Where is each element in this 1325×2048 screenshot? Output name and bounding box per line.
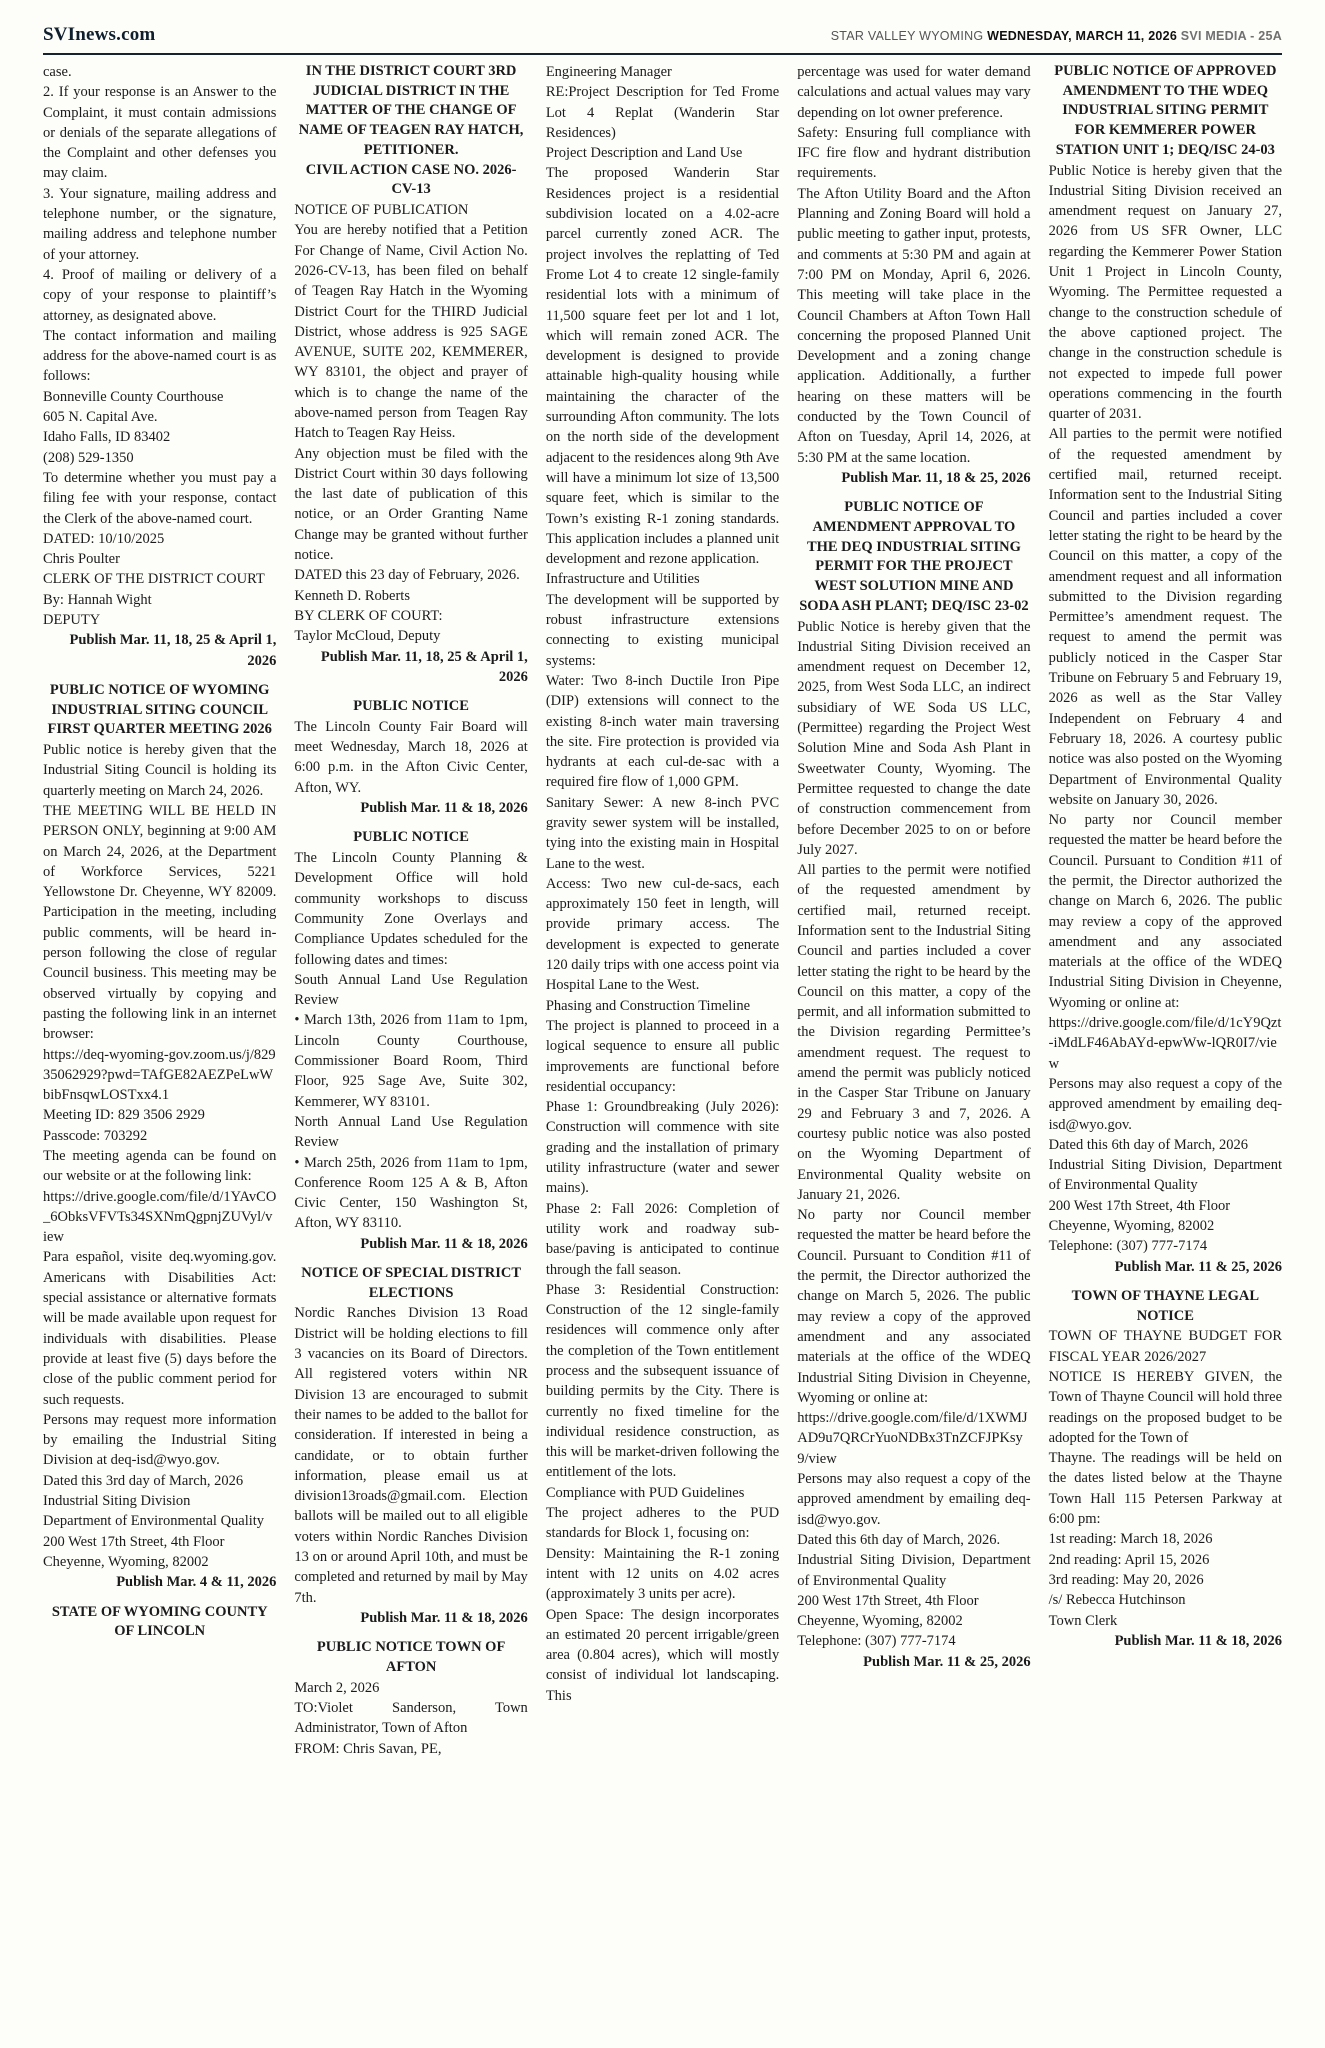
- column-2: [294, 62, 527, 2018]
- notice-paragraph: CLERK OF THE DISTRICT COURT: [43, 571, 265, 588]
- notice-paragraph: Safety: Ensuring full compliance with IFC fire flow and hydrant distribution requirements.: [797, 124, 1031, 182]
- notice-paragraph: North Annual Land Use Regulation Review: [294, 1113, 528, 1151]
- notice-paragraph: Compliance with PUD Guidelines: [545, 1484, 745, 1501]
- notice-paragraph: Open Space: The design incorporates an estimated 20 percent irrigable/green area (0.804 acres), which will mostly consist of individual lot landscaping. This: [545, 1606, 780, 1704]
- notice-paragraph: You are hereby notified that a Petition For Change of Name, Civil Action No. 2026-CV-13, has been filed on behalf of Teagen Ray Hatch in the Wyoming District Court for the THIRD Judicial District, whose address is 925 SAGE AVENUE, SUITE 202, KEMMERER, WY 83101, the object and prayer of which is to change the name of the above-named person from Teagen Ray Hatch to Teagen Ray Heiss.: [294, 222, 528, 442]
- notice-line: BY CLERK OF COURT:: [294, 607, 443, 624]
- notice-paragraph: All parties to the permit were notified of the requested amendment by certified mail, returned receipt. Information sent to the Industrial Siting Council and parties included a cover letter stating the right to be heard by the Council on this matter, a copy of the permit, and all information submitted to the Division regarding Permittee’s amendment request. The request to amend the permit was publicly noticed in the Casper Star Tribune on January 29 and February 3 and 7, 2026. A courtesy public notice was also posted on the Wyoming Department of Environmental Quality website on January 21, 2026.: [797, 862, 1031, 1203]
- notice-paragraph: The development will be supported by robust infrastructure extensions connecting to existing municipal systems:: [545, 591, 780, 669]
- notice-paragraph: South Annual Land Use Regulation Review: [294, 971, 528, 1009]
- notice-line: (208) 529-1350: [43, 449, 134, 466]
- publish-line: Publish Mar. 11, 18 & 25, 2026: [841, 469, 1031, 486]
- notice-line: 1st reading: March 18, 2026: [1048, 1531, 1213, 1548]
- notice-paragraph: All parties to the permit were notified of the requested amendment by certified mail, returned receipt. Information sent to the Industrial Siting Council and parties included a cover letter stating the right to be heard by the Council on this matter, a copy of the amendment request and all information submitted to the Division regarding Permittee’s amendment request. The request to amend the permit was publicly noticed in the Casper Star Tribune on February 5 and February 19, 2026 as well as the Star Valley Independent on February 4 and February 18, 2026. A courtesy public notice was also posted on the Wyoming Department of Environmental Quality website on January 30, 2026.: [1048, 426, 1282, 808]
- publish-line: Publish Mar. 11 & 25, 2026: [1114, 1258, 1282, 1275]
- site-name: SVInews.com: [43, 24, 156, 45]
- notice-paragraph: Phase 3: Residential Construction: Construction of the 12 single-family residences will commence only after the completion of the Town entitlement process and the subsequent issuance of building permits by the City. There is currently no fixed timeline for the individual residence construction, as this will be market-driven following the entitlement of the lots.: [545, 1281, 780, 1481]
- publish-line: Publish Mar. 11 & 25, 2026: [863, 1653, 1031, 1670]
- notice-paragraph: Phase 2: Fall 2026: Completion of utility work and roadway sub-base/paving is anticipated to continue through the fall season.: [545, 1200, 780, 1278]
- notice-line: 200 West 17th Street, 4th Floor: [797, 1592, 979, 1609]
- notice-heading: PUBLIC NOTICE OF WYOMING INDUSTRIAL SITING COUNCIL FIRST QUARTER MEETING 2026: [47, 681, 272, 738]
- column-4: [797, 62, 1030, 2018]
- notice-paragraph: TOWN OF THAYNE BUDGET FOR FISCAL YEAR 2026/2027: [1048, 1328, 1282, 1365]
- notice-line: Town Clerk: [1048, 1612, 1118, 1629]
- notice-line: Chris Poulter: [43, 551, 120, 568]
- notice-paragraph: Persons may request more information by emailing the Industrial Siting Division at deq-isd@wyo.gov.: [43, 1411, 277, 1469]
- notice-paragraph: RE:Project Description for Ted Frome Lot 4 Replat (Wanderin Star Residences): [545, 84, 780, 141]
- notice-paragraph: The Lincoln County Planning & Development Office will hold community workshops to discuss Community Zone Overlays and Compliance Updates scheduled for the following dates and times:: [294, 850, 528, 968]
- notice-line: 200 West 17th Street, 4th Floor: [1048, 1197, 1231, 1214]
- masthead-date: WEDNESDAY, MARCH 11, 2026: [987, 29, 1178, 43]
- notice-paragraph: Thayne. The readings will be held on the dates listed below at the Thayne Town Hall 115 Petersen Parkway at 6:00 pm:: [1048, 1450, 1282, 1528]
- publish-line: Publish Mar. 11 & 18, 2026: [360, 1609, 528, 1626]
- notice-line: Engineering Manager: [545, 64, 672, 80]
- notice-line: Kenneth D. Roberts: [294, 587, 410, 604]
- notice-url: https://drive.google.com/file/d/1cY9Qzt-iMdLF46AbAYd-epwWw-lQR0I7/view: [1048, 1015, 1282, 1072]
- notice-paragraph: • March 13th, 2026 from 11am to 1pm, Lincoln County Courthouse, Commissioner Board Room, Third Floor, 925 Sage Ave, Suite 302, Kemmerer, WY 83101.: [294, 1012, 528, 1110]
- notice-heading: TOWN OF THAYNE LEGAL NOTICE: [1071, 1287, 1259, 1324]
- notice-line: NOTICE OF PUBLICATION: [294, 202, 469, 219]
- notice-line: Cheyenne, Wyoming, 82002: [1048, 1218, 1215, 1235]
- notice-line: /s/ Rebecca Hutchinson: [1048, 1592, 1186, 1609]
- notice-line: Telephone: (307) 777-7174: [797, 1633, 956, 1650]
- notice-line: DATED: 10/10/2025: [43, 530, 165, 547]
- notice-paragraph: 3. Your signature, mailing address and telephone number, or the signature, mailing address and telephone number of your attorney.: [43, 185, 277, 263]
- notice-paragraph: FROM: Chris Savan, PE,: [294, 1740, 442, 1757]
- notice-line: Passcode: 703292: [43, 1127, 148, 1144]
- publish-line: Publish Mar. 4 & 11, 2026: [116, 1574, 277, 1591]
- publish-line: Publish Mar. 11 & 18, 2026: [1114, 1632, 1282, 1649]
- notice-paragraph: Sanitary Sewer: A new 8-inch PVC gravity sewer system will be installed, tying into the existing main in Hospital Lane to the west.: [545, 794, 780, 872]
- notice-paragraph: Phase 1: Groundbreaking (July 2026): Construction will commence with site grading and the installation of primary utility infrastructure (water and sewer mains).: [545, 1099, 780, 1197]
- column-1: [43, 62, 276, 2018]
- notice-paragraph: Industrial Siting Division, Department of Environmental Quality: [1048, 1157, 1282, 1194]
- notice-heading: IN THE DISTRICT COURT 3RD JUDICIAL DISTRICT IN THE MATTER OF THE CHANGE OF NAME OF TEAGEN RAY HATCH, PETITIONER.: [298, 63, 524, 158]
- notice-line: 605 N. Capital Ave.: [43, 409, 158, 426]
- notice-paragraph: Nordic Ranches Division 13 Road District will be holding elections to fill 3 vacancies on its Board of Directors. All registered voters within NR Division 13 are encouraged to submit their names to be added to the ballot for consideration. If interested in being a candidate, or to obtain further information, please email us at division13roads@gmail.com. Election ballots will be mailed out to all eligible voters within Nordic Ranches Division 13 on or around April 10th, and must be completed and returned by mail by May 7th.: [294, 1305, 528, 1606]
- notice-paragraph: Persons may also request a copy of the approved amendment by emailing deq-isd@wyo.gov.: [1048, 1075, 1282, 1133]
- notice-paragraph: Project Description and Land Use: [545, 145, 743, 162]
- notice-line: Dated this 3rd day of March, 2026: [43, 1472, 244, 1489]
- notice-heading: PUBLIC NOTICE OF APPROVED AMENDMENT TO THE WDEQ INDUSTRIAL SITING PERMIT FOR KEMMERER POWER STATION UNIT 1; DEQ/ISC 24-03: [1054, 63, 1277, 158]
- notice-line: By: Hannah Wight: [43, 591, 152, 608]
- notice-paragraph: Department of Environmental Quality: [43, 1513, 265, 1530]
- notice-line: Cheyenne, Wyoming, 82002: [43, 1553, 209, 1570]
- publish-line: Publish Mar. 11, 18, 25 & April 1, 2026: [69, 632, 277, 669]
- publish-line: Publish Mar. 11 & 18, 2026: [360, 800, 528, 817]
- notice-paragraph: The project adheres to the PUD standards for Block 1, focusing on:: [545, 1505, 780, 1542]
- notice-heading: NOTICE OF SPECIAL DISTRICT ELECTIONS: [301, 1265, 522, 1301]
- notice-paragraph: 2. If your response is an Answer to the Complaint, it must contain admissions or denials of the separate allegations of the Complaint and other defenses you may claim.: [43, 84, 277, 182]
- notice-line: Industrial Siting Division: [43, 1493, 191, 1510]
- notice-paragraph: The meeting agenda can be found on our website or at the following link:: [43, 1148, 277, 1185]
- notice-paragraph: The proposed Wanderin Star Residences project is a residential subdivision located on a 4.02-acre parcel currently zoned ACR. The project involves the replatting of Ted Frome Lot 4 to create 12 single-family residential lots with a minimum of 11,500 square feet per lot and 1 lot, which will remain zoned ACR. The development is designed to provide attainable high-quality housing while maintaining the character of the surrounding Afton community. The lots on the north side of the development adjacent to the residences along 9th Ave will have a minimum lot size of 13,500 square feet, which is similar to the Town’s existing R-1 zoning standards. This application includes a planned unit development and rezone application.: [545, 165, 780, 568]
- notice-line: case.: [43, 64, 72, 80]
- masthead-edition: SVI MEDIA - 25A: [1180, 29, 1282, 43]
- masthead: [43, 24, 1282, 55]
- notice-paragraph: 4. Proof of mailing or delivery of a copy of your response to plaintiff’s attorney, as designated above.: [43, 266, 277, 324]
- notice-line: Taylor McCloud, Deputy: [294, 628, 441, 645]
- notice-paragraph: Public Notice is hereby given that the Industrial Siting Division received an amendment request on January 27, 2026 from US SFR Owner, LLC regarding the Kemmerer Power Station Unit 1 Project in Lincoln County, Wyoming. The Permittee requested a change to the construction schedule of the above captioned project. The change in the construction schedule is not expected to impede full power operations commencing in the fourth quarter of 2031.: [1048, 162, 1282, 423]
- notice-paragraph: No party nor Council member requested the matter be heard before the Council. Pursuant to Condition #11 of the permit, the Director authorized the change on March 6, 2026. The public may review a copy of the approved amendment and any associated materials at the office of the WDEQ Industrial Siting Division in Cheyenne, Wyoming or online at:: [1048, 812, 1282, 1011]
- column-3: [546, 62, 779, 2018]
- notice-paragraph: Water: Two 8-inch Ductile Iron Pipe (DIP) extensions will connect to the existing 8-inch water main traversing the site. Fire protection is provided via hydrants at each cul-de-sac with a required fire flow of 1,000 GPM.: [545, 672, 780, 791]
- notice-line: Dated this 6th day of March, 2026.: [797, 1531, 1001, 1548]
- notice-url: https://drive.google.com/file/d/1YAvCO_6ObksVFVTs34SXNmQgpnjZUVyl/view: [43, 1188, 277, 1246]
- notice-line: Telephone: (307) 777-7174: [1048, 1238, 1208, 1255]
- notice-paragraph: The Afton Utility Board and the Afton Planning and Zoning Board will hold a public meeting to gather input, protests, and comments at 5:30 PM and again at 7:00 PM on Monday, April 6, 2026. This meeting will take place in the Council Chambers at Afton Town Hall concerning the proposed Planned Unit Development and a zoning change application. Additionally, a further hearing on these matters will be conducted by the Town Council of Afton on Tuesday, April 14, 2026, at 5:30 PM at the same location.: [797, 185, 1031, 466]
- notice-paragraph: No party nor Council member requested the matter be heard before the Council. Pursuant to Condition #11 of the permit, the Director authorized the change on March 5, 2026. The public may review a copy of the approved amendment and any associated materials at the office of the WDEQ Industrial Siting Division in Cheyenne, Wyoming or online at:: [797, 1207, 1031, 1406]
- notice-paragraph: percentage was used for water demand calculations and actual values may vary depending on lot owner preference.: [797, 64, 1031, 121]
- notice-columns: [43, 62, 1282, 2018]
- notice-paragraph: Infrastructure and Utilities: [545, 571, 700, 588]
- notice-line: 3rd reading: May 20, 2026: [1048, 1571, 1204, 1588]
- notice-url: https://drive.google.com/file/d/1XWMJAD9u7QRCrYuoNDBx3TnZCFJPKsy9/view: [797, 1410, 1028, 1467]
- notice-paragraph: Density: Maintaining the R-1 zoning intent with 12 units on 4.02 acres (approximately 3 units per acre).: [545, 1545, 780, 1603]
- notice-heading: PUBLIC NOTICE: [353, 698, 469, 715]
- notice-paragraph: Phasing and Construction Timeline: [545, 997, 751, 1014]
- notice-paragraph: The Lincoln County Fair Board will meet Wednesday, March 18, 2026 at 6:00 p.m. in the Afton Civic Center, Afton, WY.: [294, 718, 528, 796]
- notice-paragraph: NOTICE IS HEREBY GIVEN, the Town of Thayne Council will hold three readings on the proposed budget to be adopted for the Town of: [1048, 1368, 1282, 1446]
- notice-line: Meeting ID: 829 3506 2929: [43, 1107, 205, 1124]
- notice-paragraph: The project is planned to proceed in a logical sequence to ensure all public improvements are functional before residential occupancy:: [545, 1017, 780, 1095]
- notice-heading: STATE OF WYOMING COUNTY OF LINCOLN: [51, 1603, 268, 1640]
- notice-paragraph: Any objection must be filed with the District Court within 30 days following the last date of publication of this notice, or an Order Granting Name Change may be granted without further notice.: [294, 445, 528, 564]
- notice-paragraph: Access: Two new cul-de-sacs, each approximately 150 feet in length, will provide primary access. The development is expected to generate 120 daily trips with one access point via Hospital Lane to the West.: [545, 875, 780, 994]
- notice-paragraph: The contact information and mailing address for the above-named court is as follows:: [43, 327, 277, 385]
- notice-line: March 2, 2026: [294, 1679, 380, 1696]
- masthead-info: [831, 29, 1282, 43]
- publish-line: Publish Mar. 11 & 18, 2026: [360, 1235, 528, 1252]
- notice-paragraph: To determine whether you must pay a filing fee with your response, contact the Clerk of the above-named court.: [43, 469, 277, 527]
- notice-line: 200 West 17th Street, 4th Floor: [43, 1533, 225, 1550]
- notice-url: https://deq-wyoming-gov.zoom.us/j/82935062929?pwd=TAfGE82AEZPeLwWbibFnsqwLOSTxx4.1: [43, 1046, 276, 1104]
- notice-paragraph: Persons may also request a copy of the approved amendment by emailing deq-isd@wyo.gov.: [797, 1471, 1031, 1528]
- notice-line: Bonneville County Courthouse: [43, 388, 224, 405]
- notice-paragraph: DATED this 23 day of February, 2026.: [294, 567, 520, 584]
- notice-line: Idaho Falls, ID 83402: [43, 429, 171, 446]
- notice-line: DEPUTY: [43, 612, 101, 629]
- notice-paragraph: • March 25th, 2026 from 11am to 1pm, Conference Room 125 A & B, Afton Civic Center, 150 Washington St, Afton, WY 83110.: [294, 1154, 528, 1232]
- notice-heading: PUBLIC NOTICE OF AMENDMENT APPROVAL TO THE DEQ INDUSTRIAL SITING PERMIT FOR THE PROJECT WEST SOLUTION MINE AND SODA ASH PLANT; DEQ/ISC 23-02: [799, 499, 1029, 614]
- notice-heading: PUBLIC NOTICE: [353, 829, 469, 846]
- publish-line: Publish Mar. 11, 18, 25 & April 1, 2026: [320, 648, 528, 685]
- notice-paragraph: Public Notice is hereby given that the Industrial Siting Division received an amendment request on December 12, 2025, from West Soda LLC, an indirect subsidiary of WE Soda US LLC, (Permittee) regarding the Project West Solution Mine and Soda Ash Plant in Sweetwater County, Wyoming. The Permittee requested to change the date of construction commencement from before December 2025 to on or before July 2027.: [797, 618, 1031, 858]
- notice-paragraph: TO:Violet Sanderson, Town Administrator, Town of Afton: [294, 1699, 528, 1737]
- notice-line: 2nd reading: April 15, 2026: [1048, 1551, 1210, 1568]
- column-5: [1049, 62, 1282, 2018]
- notice-paragraph: Para español, visite deq.wyoming.gov. Americans with Disabilities Act: special assistance or alternative formats will be made available upon request for individuals with disabilities. Please provide at least five (5) days before the close of the public comment period for such requests.: [43, 1249, 277, 1408]
- notice-paragraph: Industrial Siting Division, Department of Environmental Quality: [797, 1552, 1031, 1589]
- notice-line: Dated this 6th day of March, 2026: [1048, 1136, 1248, 1153]
- notice-heading: CIVIL ACTION CASE NO. 2026-CV-13: [305, 161, 517, 198]
- notice-paragraph: Public notice is hereby given that the Industrial Siting Council is holding its quarterly meeting on March 24, 2026.: [43, 742, 277, 799]
- masthead-location: STAR VALLEY WYOMING: [830, 29, 984, 43]
- notice-heading: PUBLIC NOTICE TOWN OF AFTON: [316, 1639, 506, 1675]
- notice-line: Cheyenne, Wyoming, 82002: [797, 1613, 963, 1630]
- notice-paragraph: THE MEETING WILL BE HELD IN PERSON ONLY, beginning at 9:00 AM on March 24, 2026, at the Department of Workforce Services, 5221 Yellowstone Dr. Cheyenne, WY 82009. Participation in the meeting, including public comments, will be heard in-person following the close of regular Council business. This meeting may be observed virtually by copying and pasting the following link in an internet browser:: [43, 802, 277, 1043]
